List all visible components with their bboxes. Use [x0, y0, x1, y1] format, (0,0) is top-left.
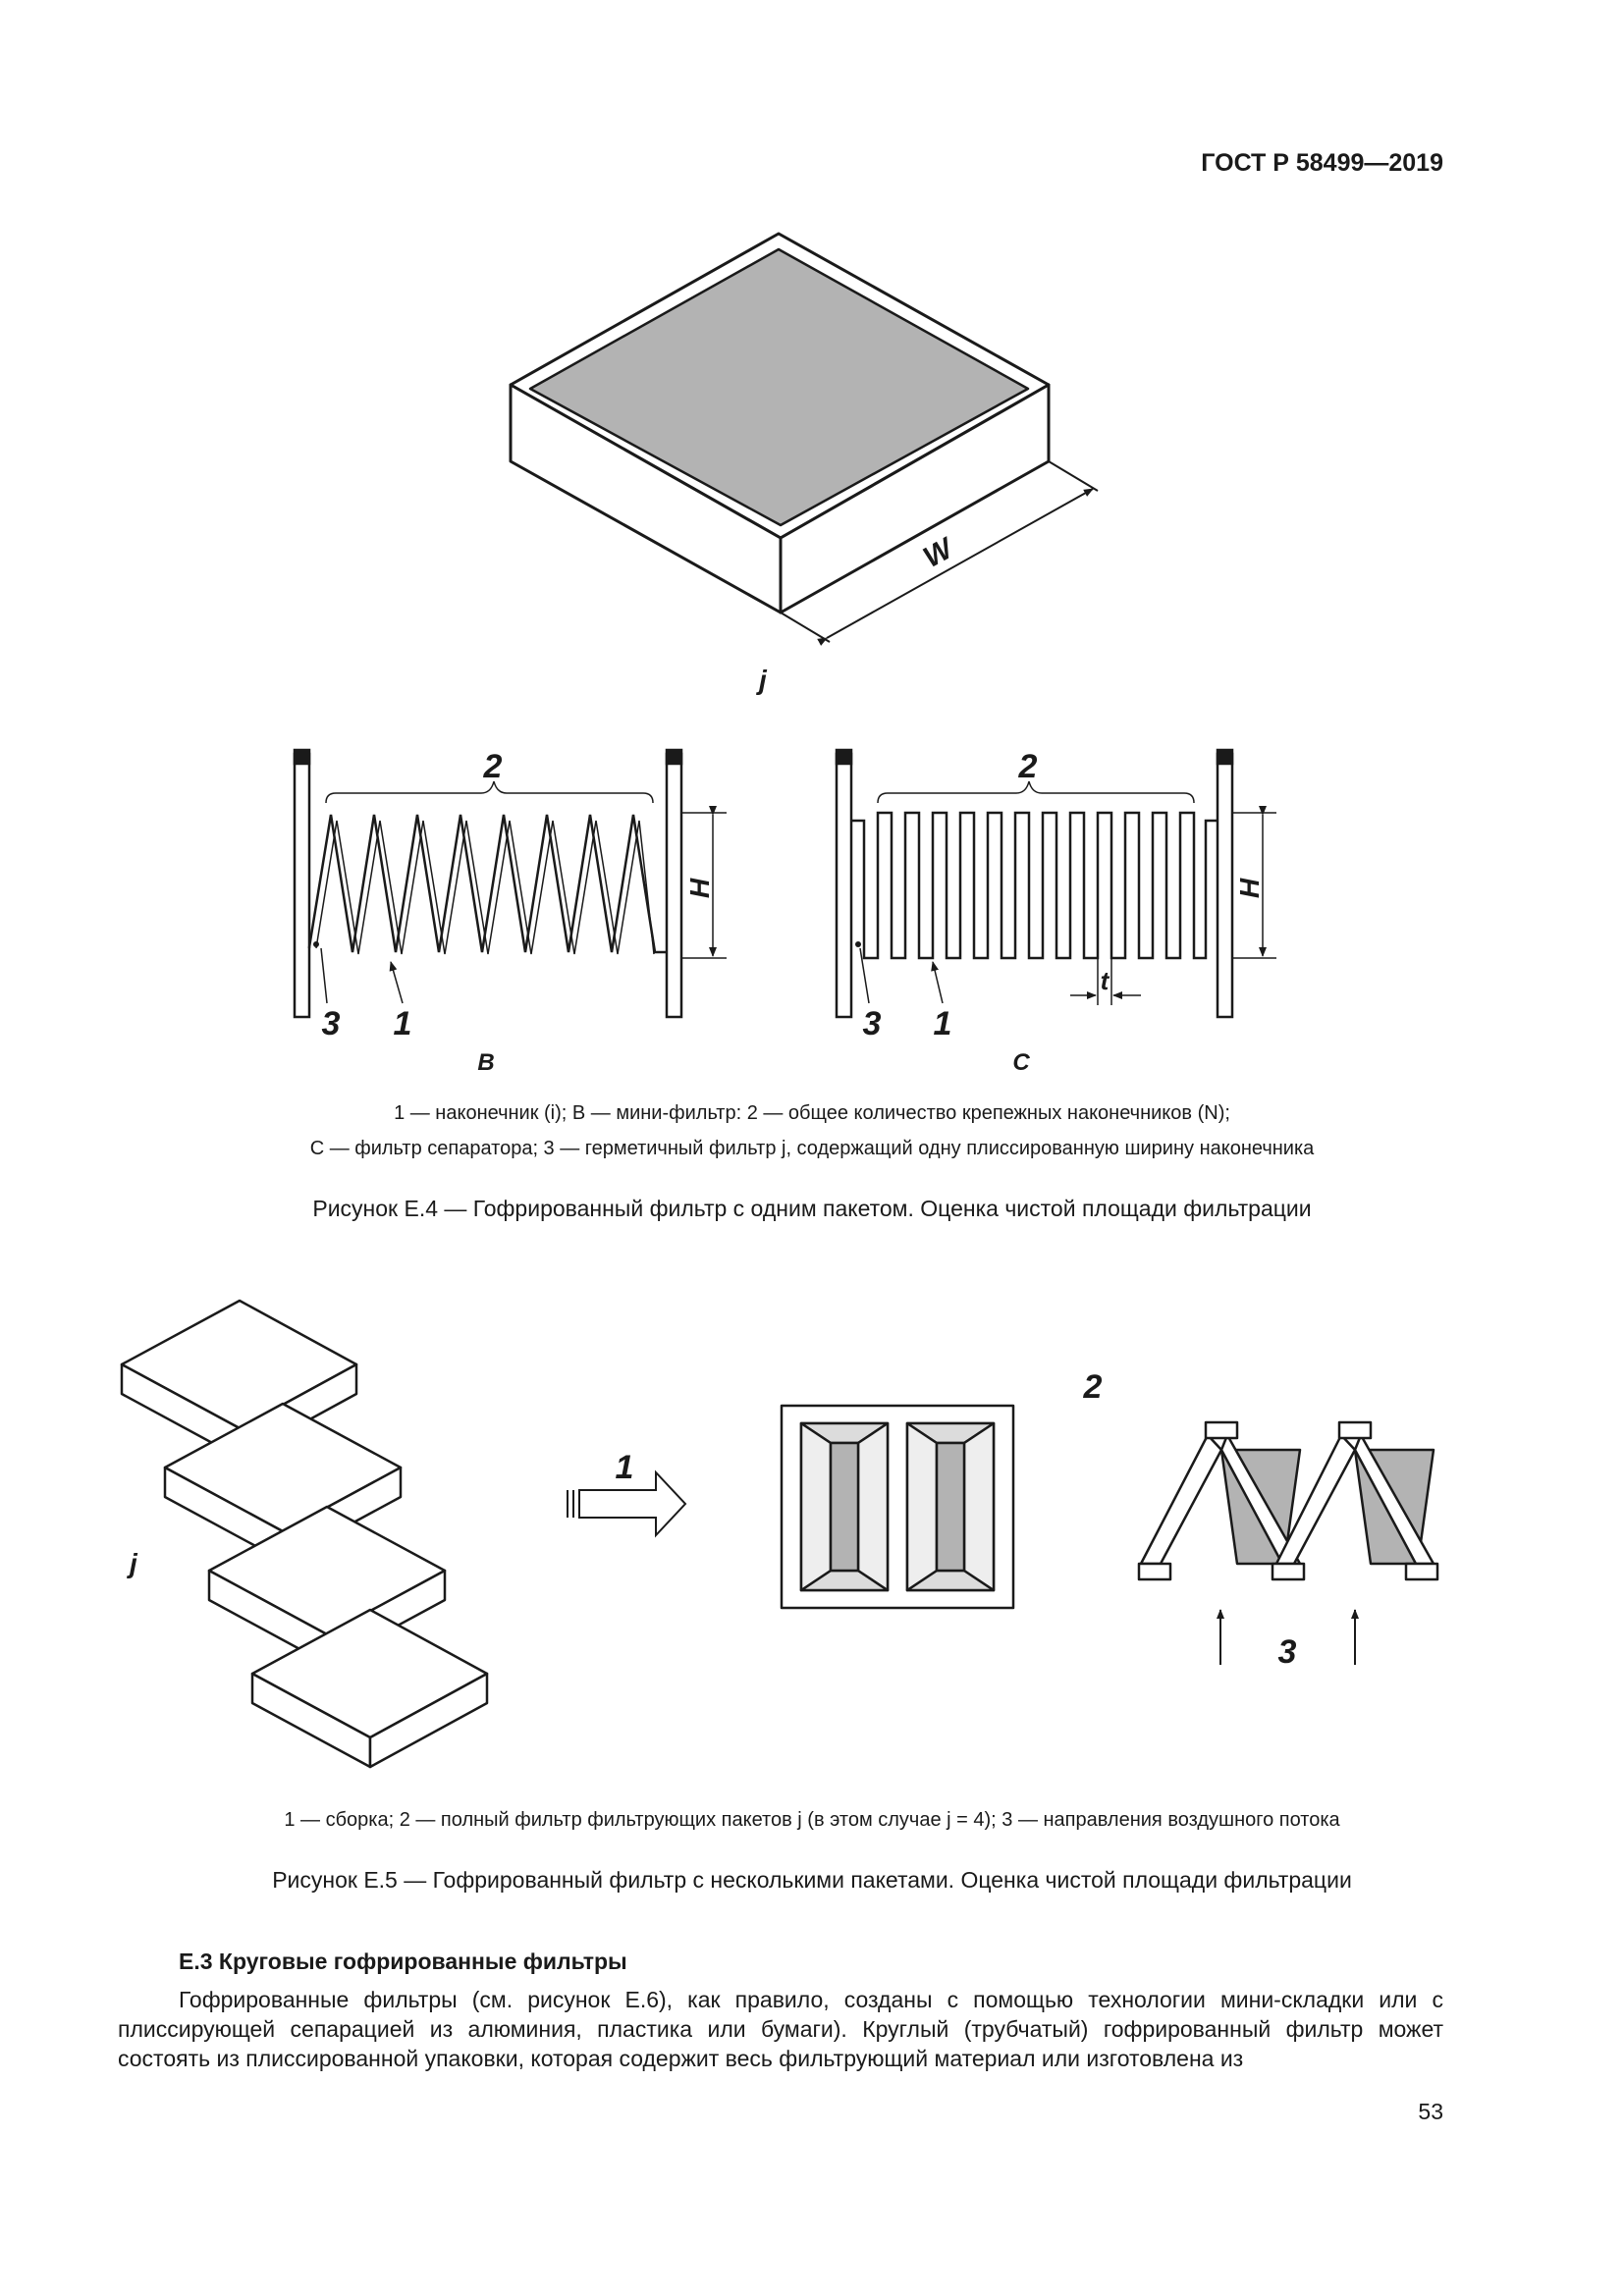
panel-b-mini-filter	[295, 750, 727, 1017]
filter-pack-box	[511, 234, 1049, 613]
figure-e4-caption: Рисунок Е.4 — Гофрированный фильтр с одним пакетом. Оценка чистой площади фильтрации	[312, 1196, 1312, 1221]
figure-e5-caption: Рисунок Е.5 — Гофрированный фильтр с несколькими пакетами. Оценка чистой площади фильтрации	[272, 1867, 1352, 1893]
panel-c-label-2: 2	[1018, 748, 1038, 785]
label-j-top: j	[759, 665, 767, 695]
stacked-filter-packs	[122, 1301, 487, 1767]
figure-e4-legend-line-2: C — фильтр сепаратора; 3 — герметичный фильтр j, содержащий одну плиссированную ширину наконечника	[309, 1138, 1315, 1159]
panel-c-label-h: H	[1234, 878, 1265, 899]
label-j-stack: j	[130, 1548, 137, 1578]
section-paragraph: Гофрированные фильтры (см. рисунок Е.6), как правило, созданы с помощью технологии мини-складки или с плиссирующей сепарацией из алюминия, пластика или бумаги). Круглый (трубчатый) гофрированный фильтр может состоять из плиссированной упаковки, которая содержит весь фильтрующий материал или изготовлена из	[118, 1987, 1443, 2071]
label-3-airflow: 3	[1277, 1633, 1297, 1671]
label-1-assembly: 1	[615, 1449, 634, 1486]
panel-b-name: B	[477, 1049, 495, 1076]
panel-c-label-1: 1	[933, 1005, 952, 1042]
label-w: W	[918, 532, 958, 574]
document-id: ГОСТ Р 58499—2019	[1201, 149, 1443, 177]
label-2-full-filter: 2	[1083, 1368, 1103, 1406]
panel-c-separator-filter	[837, 750, 1276, 1017]
panel-b-label-3: 3	[321, 1005, 341, 1042]
panel-c-name: C	[1012, 1049, 1030, 1076]
page-number: 53	[1418, 2099, 1443, 2124]
panel-b-label-h: H	[684, 878, 715, 899]
section-heading: Е.3 Круговые гофрированные фильтры	[179, 1949, 627, 1974]
pleat-cross-section	[1139, 1422, 1437, 1579]
panel-c-label-t: t	[1100, 966, 1110, 995]
figure-e4-legend-line-1: 1 — наконечник (i); B — мини-фильтр: 2 — общее количество крепежных наконечников (N);	[394, 1102, 1230, 1124]
panel-c-label-3: 3	[862, 1005, 882, 1042]
panel-b-label-2: 2	[483, 748, 503, 785]
figure-e5-legend: 1 — сборка; 2 — полный фильтр фильтрующих пакетов j (в этом случае j = 4); 3 — направления воздушного потока	[284, 1809, 1340, 1831]
full-filter-front-view	[782, 1406, 1013, 1608]
panel-b-label-1: 1	[393, 1005, 412, 1042]
